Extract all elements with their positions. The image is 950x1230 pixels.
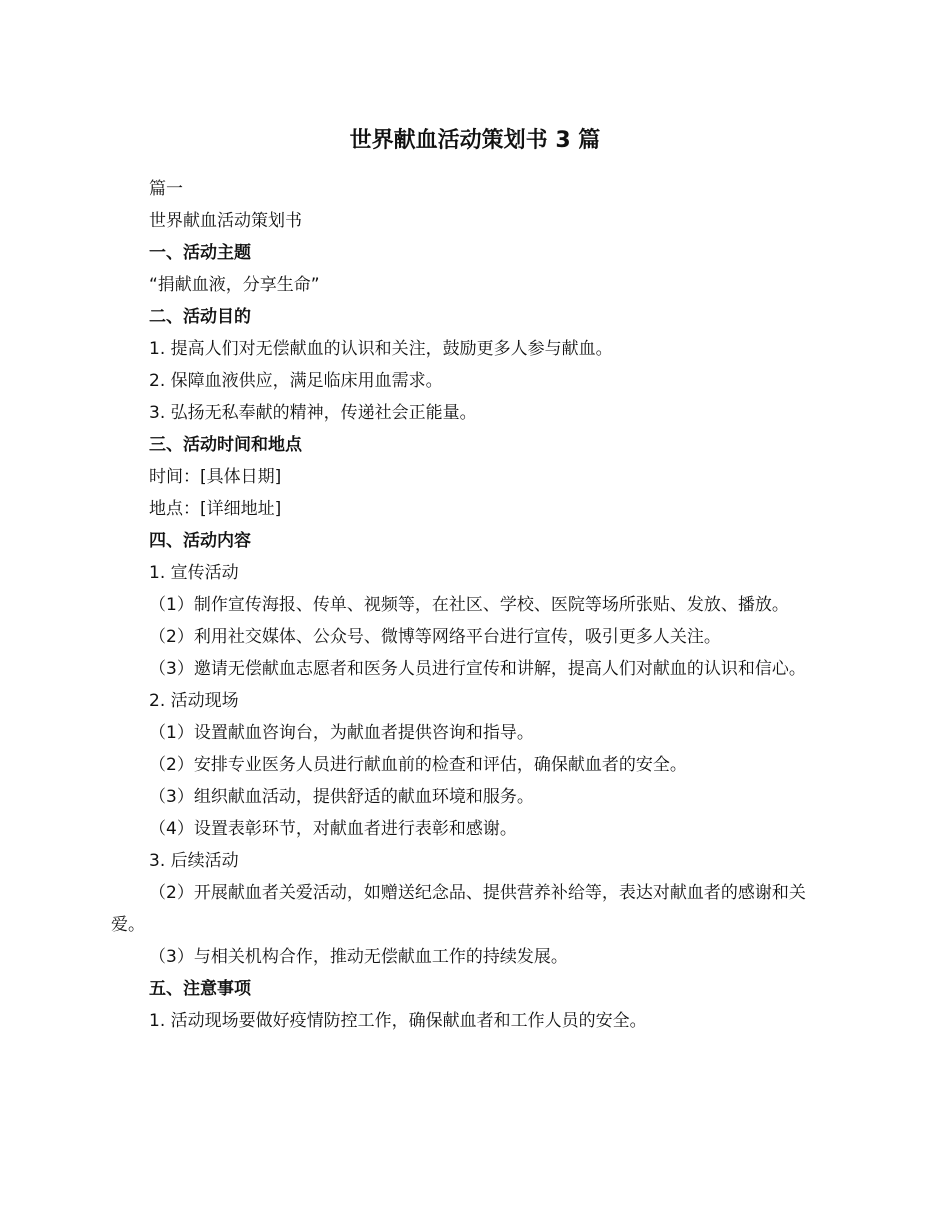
- content-item: （1）设置献血咨询台，为献血者提供咨询和指导。: [149, 723, 534, 743]
- theme-slogan: “捐献血液，分享生命”: [149, 275, 320, 295]
- heading-purpose: 二、活动目的: [149, 307, 251, 327]
- content-subheading-promotion: 1. 宣传活动: [149, 563, 239, 583]
- purpose-item: 2. 保障血液供应，满足临床用血需求。: [149, 371, 443, 391]
- document-title: 世界献血活动策划书 3 篇: [349, 128, 601, 153]
- purpose-item: 3. 弘扬无私奉献的精神，传递社会正能量。: [149, 403, 477, 423]
- heading-time-location: 三、活动时间和地点: [149, 435, 302, 455]
- content-item: （2）开展献血者关爱活动，如赠送纪念品、提供营养补给等，表达对献血者的感谢和关爱。: [111, 883, 806, 935]
- purpose-item: 1. 提高人们对无偿献血的认识和关注，鼓励更多人参与献血。: [149, 339, 613, 359]
- content-item: （3）与相关机构合作，推动无偿献血工作的持续发展。: [149, 947, 568, 967]
- event-location: 地点：[详细地址]: [149, 499, 282, 519]
- content-item: （2）利用社交媒体、公众号、微博等网络平台进行宣传，吸引更多人关注。: [149, 627, 721, 647]
- heading-theme: 一、活动主题: [149, 243, 251, 263]
- document-body: [111, 173, 833, 1037]
- content-subheading-onsite: 2. 活动现场: [149, 691, 239, 711]
- content-item: （1）制作宣传海报、传单、视频等，在社区、学校、医院等场所张贴、发放、播放。: [149, 595, 789, 615]
- section-label-part-one: 篇一: [149, 179, 183, 199]
- heading-notes: 五、注意事项: [149, 979, 251, 999]
- content-item: （2）安排专业医务人员进行献血前的检查和评估，确保献血者的安全。: [149, 755, 687, 775]
- event-time: 时间：[具体日期]: [149, 467, 282, 487]
- content-item: （3）组织献血活动，提供舒适的献血环境和服务。: [149, 787, 534, 807]
- heading-content: 四、活动内容: [149, 531, 251, 551]
- subtitle: 世界献血活动策划书: [149, 211, 302, 231]
- note-item: 1. 活动现场要做好疫情防控工作，确保献血者和工作人员的安全。: [149, 1011, 647, 1031]
- content-item: （4）设置表彰环节，对献血者进行表彰和感谢。: [149, 819, 517, 839]
- content-subheading-followup: 3. 后续活动: [149, 851, 239, 871]
- content-item: （3）邀请无偿献血志愿者和医务人员进行宣传和讲解，提高人们对献血的认识和信心。: [149, 659, 806, 679]
